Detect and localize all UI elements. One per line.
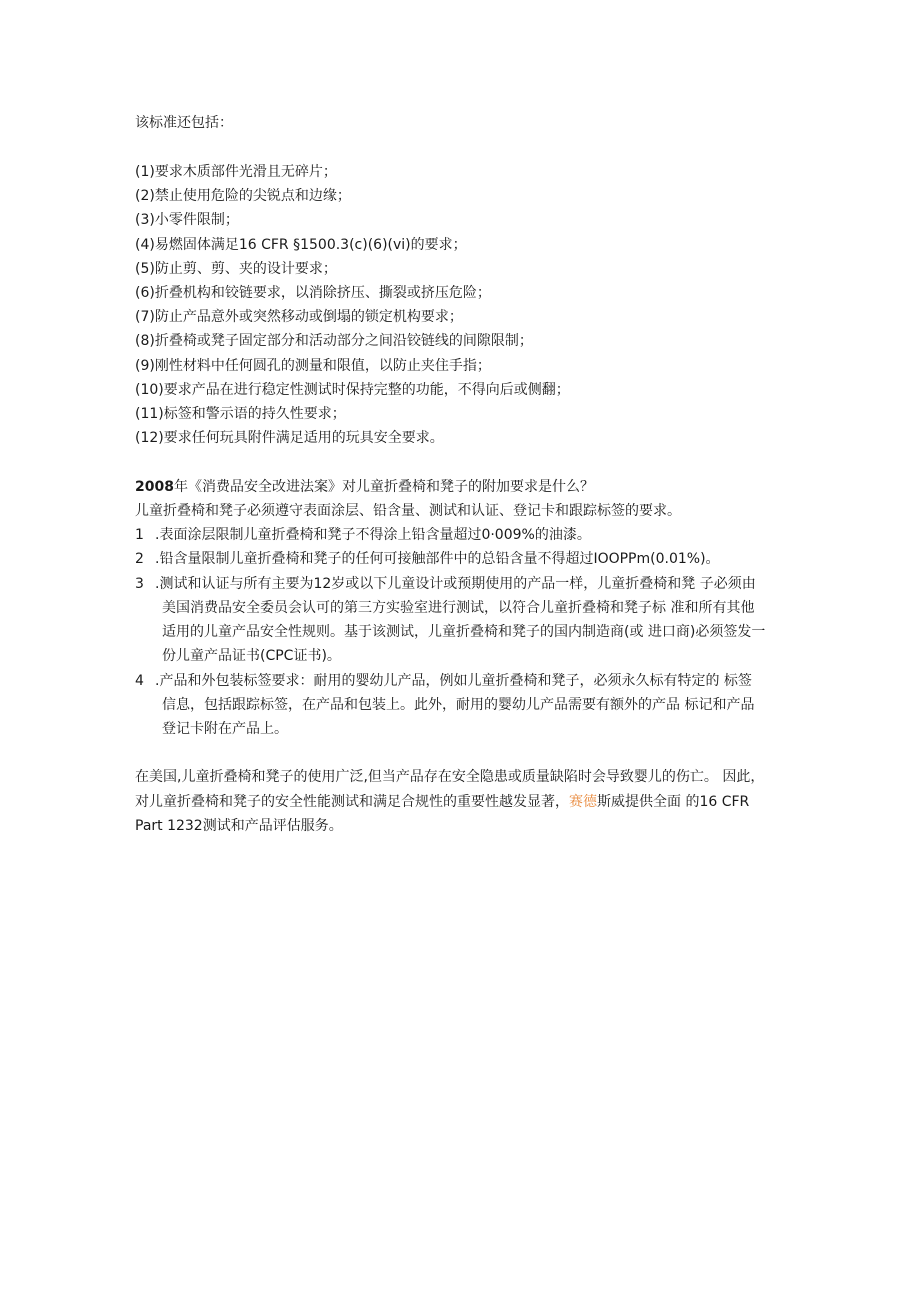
cpsia-question	[135, 477, 594, 497]
closing-line-1: 在美国,儿童折叠椅和凳子的使用广泛,但当产品存在安全隐患或质量缺陷时会导致婴儿的伤亡。 因此，	[135, 769, 765, 785]
item-text: 信息，包括跟踪标签，在产品和包装上。此外，耐用的婴幼儿产品需要有额外的产品 标记和产品	[162, 697, 755, 713]
item-text: .表面涂层限制儿童折叠椅和凳子不得涂上铅含量超过0·009%的油漆。	[155, 527, 591, 543]
requirement-item: (4)易燃固体满足16 CFR §1500.3(c)(6)(vi)的要求；	[135, 237, 467, 253]
closing-line-2	[135, 792, 749, 812]
item-text: 适用的儿童产品安全性规则。基于该测试，儿童折叠椅和凳子的国内制造商(或 进口商)必须签发一	[162, 624, 766, 640]
closing-line-3: Part 1232测试和产品评估服务。	[135, 818, 343, 834]
item-number: 3	[135, 576, 144, 592]
requirement-item: (12)要求任何玩具附件满足适用的玩具安全要求。	[135, 430, 444, 446]
item-text: .铅含量限制儿童折叠椅和凳子的任何可接触部件中的总铅含量不得超过IOOPPm(0.01%)。	[155, 551, 720, 567]
intro-text: 该标准还包括：	[135, 115, 233, 131]
item-text: 美国消费品安全委员会认可的第三方实验室进行测试，以符合儿童折叠椅和凳子标 准和所有其他	[162, 600, 755, 616]
requirement-item: (11)标签和警示语的持久性要求；	[135, 406, 346, 422]
requirement-item: (8)折叠椅或凳子固定部分和活动部分之间沿铰链线的间隙限制；	[135, 333, 533, 349]
requirement-item: (10)要求产品在进行稳定性测试时保持完整的功能，不得向后或侧翻；	[135, 382, 570, 398]
requirement-item: (5)防止剪、剪、夹的设计要求；	[135, 261, 337, 277]
closing-text: 斯威提供全面 的16 CFR	[597, 794, 750, 810]
requirement-item: (6)折叠机构和铰链要求，以消除挤压、撕裂或挤压危险；	[135, 285, 491, 301]
item-text: 份儿童产品证书(CPC证书)。	[162, 648, 341, 664]
requirement-item: (3)小零件限制；	[135, 212, 239, 228]
brand-highlight: 赛德	[569, 794, 597, 810]
item-number: 4	[135, 673, 144, 689]
cpsia-summary: 儿童折叠椅和凳子必须遵守表面涂层、铅含量、测试和认证、登记卡和跟踪标签的要求。	[135, 503, 681, 519]
requirement-item: (9)刚性材料中任何圆孔的测量和限值，以防止夹住手指；	[135, 358, 491, 374]
closing-text: 对儿童折叠椅和凳子的安全性能测试和满足合规性的重要性越发显著，	[135, 794, 569, 810]
item-text: .测试和认证与所有主要为12岁或以下儿童设计或预期使用的产品一样，儿童折叠椅和凳 子必须由	[155, 576, 756, 592]
item-text: 登记卡附在产品上。	[162, 721, 288, 737]
requirement-item: (2)禁止使用危险的尖锐点和边缘；	[135, 188, 351, 204]
requirement-item: (1)要求木质部件光滑且无碎片；	[135, 164, 337, 180]
item-number: 2	[135, 551, 144, 567]
item-number: 1	[135, 527, 144, 543]
item-text: .产品和外包装标签要求：耐用的婴幼儿产品，例如儿童折叠椅和凳子，必须永久标有特定的 标签	[155, 673, 752, 689]
question-text: 年《消费品安全改进法案》对儿童折叠椅和凳子的附加要求是什么？	[173, 479, 594, 495]
requirement-item: (7)防止产品意外或突然移动或倒塌的锁定机构要求；	[135, 309, 463, 325]
question-year: 2008	[135, 479, 174, 495]
